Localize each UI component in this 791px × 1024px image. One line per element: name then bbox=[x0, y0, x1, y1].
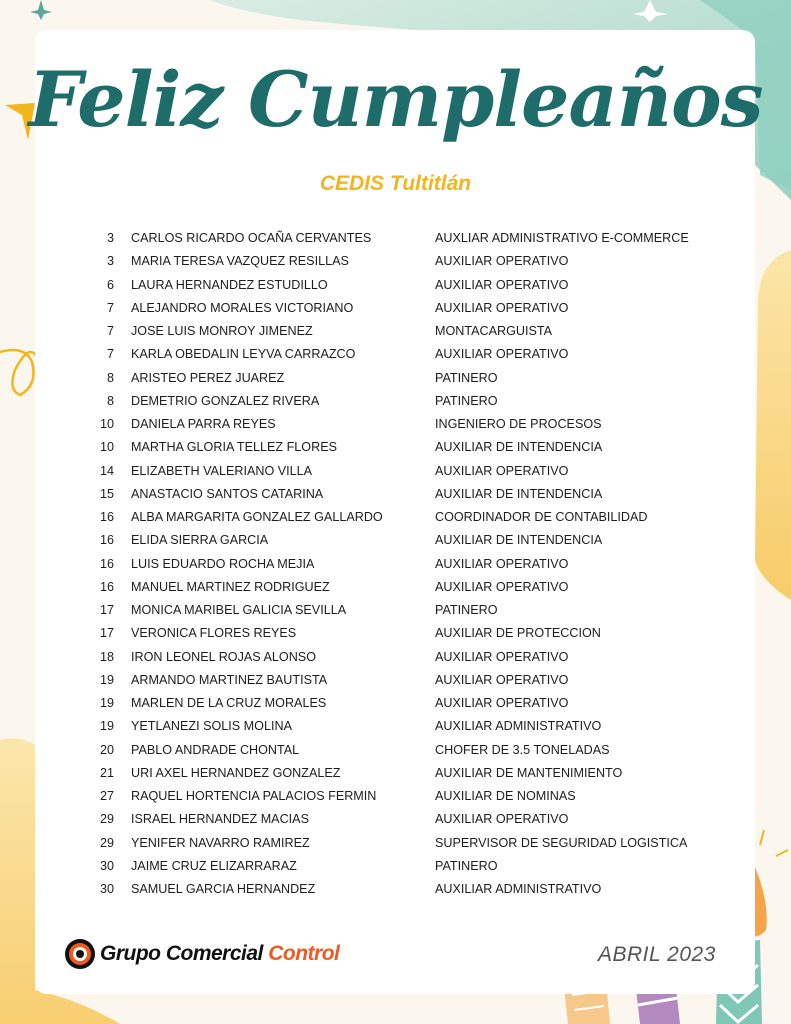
employee-name: IRON LEONEL ROJAS ALONSO bbox=[131, 649, 316, 664]
employee-role: PATINERO bbox=[435, 370, 498, 385]
employee-name: SAMUEL GARCIA HERNANDEZ bbox=[131, 882, 316, 896]
birthday-day: 10 bbox=[99, 440, 114, 455]
list-item bbox=[0, 298, 791, 318]
list-item bbox=[0, 809, 791, 829]
birthday-day: 10 bbox=[99, 417, 114, 431]
employee-role: AUXILIAR OPERATIVO bbox=[435, 277, 569, 292]
employee-name: YENIFER NAVARRO RAMIREZ bbox=[131, 835, 310, 850]
employee-name: MANUEL MARTINEZ RODRIGUEZ bbox=[131, 579, 330, 594]
employee-role: AUXILIAR OPERATIVO bbox=[435, 300, 569, 315]
employee-role: AUXILIAR OPERATIVO bbox=[435, 463, 569, 478]
birthday-day: 8 bbox=[106, 370, 114, 385]
logo-text bbox=[100, 942, 339, 966]
birthday-day: 21 bbox=[99, 765, 114, 780]
employee-role: AUXILIAR OPERATIVO bbox=[435, 254, 569, 269]
birthday-day: 16 bbox=[99, 556, 114, 571]
list-item bbox=[0, 693, 791, 713]
star-icon bbox=[30, 0, 52, 20]
employee-role: AUXILIAR OPERATIVO bbox=[435, 579, 569, 594]
birthday-day: 16 bbox=[99, 579, 114, 594]
birthday-day: 27 bbox=[99, 789, 114, 803]
list-item bbox=[0, 670, 791, 690]
birthday-day: 20 bbox=[99, 742, 114, 757]
employee-role: AUXILIAR DE INTENDENCIA bbox=[435, 486, 603, 501]
employee-name: ELIZABETH VALERIANO VILLA bbox=[131, 463, 313, 478]
list-item bbox=[0, 251, 791, 271]
list-item bbox=[0, 437, 791, 457]
birthday-day: 14 bbox=[99, 463, 114, 478]
employee-name: MONICA MARIBEL GALICIA SEVILLA bbox=[131, 603, 347, 617]
list-item bbox=[0, 344, 791, 364]
employee-name: DEMETRIO GONZALEZ RIVERA bbox=[131, 393, 320, 408]
birthday-day: 29 bbox=[99, 812, 114, 827]
list-item bbox=[0, 414, 791, 434]
list-item bbox=[0, 856, 791, 876]
list-item bbox=[0, 647, 791, 667]
birthday-day: 6 bbox=[106, 277, 114, 292]
employee-name: MARIA TERESA VAZQUEZ RESILLAS bbox=[131, 254, 349, 269]
employee-name: ALEJANDRO MORALES VICTORIANO bbox=[131, 300, 354, 315]
employee-name: JOSE LUIS MONROY JIMENEZ bbox=[131, 324, 313, 338]
employee-name: ISRAEL HERNANDEZ MACIAS bbox=[131, 812, 309, 827]
birthday-day: 19 bbox=[99, 696, 114, 710]
employee-name: KARLA OBEDALIN LEYVA CARRAZCO bbox=[131, 347, 356, 362]
employee-name: VERONICA FLORES REYES bbox=[131, 626, 297, 641]
employee-role: AUXILIAR OPERATIVO bbox=[435, 347, 569, 362]
employee-role: CHOFER DE 3.5 TONELADAS bbox=[435, 742, 610, 757]
list-item bbox=[0, 740, 791, 760]
employee-name: PABLO ANDRADE CHONTAL bbox=[131, 742, 300, 757]
list-item bbox=[0, 275, 791, 295]
employee-role: AUXILIAR OPERATIVO bbox=[435, 812, 569, 827]
list-item bbox=[0, 763, 791, 783]
birthday-day: 17 bbox=[99, 603, 114, 617]
employee-role: AUXILIAR OPERATIVO bbox=[435, 696, 569, 710]
employee-role: AUXILIAR ADMINISTRATIVO bbox=[435, 882, 602, 896]
birthday-day: 19 bbox=[99, 719, 114, 734]
employee-role: AUXILIAR ADMINISTRATIVO bbox=[435, 719, 602, 734]
employee-name: YETLANEZI SOLIS MOLINA bbox=[131, 719, 292, 734]
employee-role: AUXILIAR DE NOMINAS bbox=[435, 789, 576, 803]
birthday-day: 30 bbox=[99, 858, 114, 873]
birthday-day: 16 bbox=[99, 510, 114, 524]
employee-role: COORDINADOR DE CONTABILIDAD bbox=[435, 510, 648, 524]
employee-role: AUXILIAR OPERATIVO bbox=[435, 672, 569, 687]
employee-name: MARLEN DE LA CRUZ MORALES bbox=[131, 696, 327, 710]
birthday-day: 17 bbox=[99, 626, 114, 641]
employee-name: JAIME CRUZ ELIZARRARAZ bbox=[131, 858, 297, 873]
list-item bbox=[0, 530, 791, 550]
employee-name: ANASTACIO SANTOS CATARINA bbox=[131, 486, 324, 501]
list-item bbox=[0, 833, 791, 853]
employee-role: AUXILIAR DE PROTECCION bbox=[435, 626, 601, 641]
employee-name: RAQUEL HORTENCIA PALACIOS FERMIN bbox=[131, 789, 377, 803]
list-item bbox=[0, 623, 791, 643]
birthday-day: 30 bbox=[99, 882, 114, 896]
page-subtitle: CEDIS Tultitlán bbox=[319, 172, 472, 195]
company-logo bbox=[64, 937, 339, 971]
employee-name: LUIS EDUARDO ROCHA MEJIA bbox=[131, 556, 315, 571]
birthday-day: 3 bbox=[106, 231, 114, 245]
employee-name: LAURA HERNANDEZ ESTUDILLO bbox=[131, 277, 328, 292]
list-item bbox=[0, 600, 791, 620]
birthday-day: 7 bbox=[106, 347, 114, 362]
employee-name: URI AXEL HERNANDEZ GONZALEZ bbox=[131, 765, 341, 780]
list-item bbox=[0, 507, 791, 527]
employee-role: PATINERO bbox=[435, 858, 498, 873]
list-item bbox=[0, 484, 791, 504]
employee-role: PATINERO bbox=[435, 393, 498, 408]
employee-role: AUXILIAR DE MANTENIMIENTO bbox=[435, 765, 623, 780]
birthday-day: 7 bbox=[106, 300, 114, 315]
employee-role: SUPERVISOR DE SEGURIDAD LOGISTICA bbox=[435, 835, 688, 850]
employee-role: AUXILIAR OPERATIVO bbox=[435, 556, 569, 571]
birthday-day: 15 bbox=[99, 486, 114, 501]
birthday-day: 7 bbox=[106, 324, 114, 338]
list-item bbox=[0, 786, 791, 806]
birthday-day: 8 bbox=[106, 393, 114, 408]
employee-name: ALBA MARGARITA GONZALEZ GALLARDO bbox=[131, 510, 383, 524]
logo-accent: Control bbox=[268, 942, 340, 965]
list-item bbox=[0, 554, 791, 574]
list-item bbox=[0, 368, 791, 388]
list-item bbox=[0, 391, 791, 411]
birthday-day: 18 bbox=[99, 649, 114, 664]
employee-name: ELIDA SIERRA GARCIA bbox=[131, 533, 269, 548]
month-year-label: ABRIL 2023 bbox=[598, 943, 716, 966]
employee-name: ARMANDO MARTINEZ BAUTISTA bbox=[131, 672, 328, 687]
logo-brand: Grupo Comercial bbox=[100, 942, 263, 965]
employee-name: ARISTEO PEREZ JUAREZ bbox=[131, 370, 285, 385]
list-item bbox=[0, 228, 791, 248]
birthday-day: 16 bbox=[99, 533, 114, 548]
employee-role: PATINERO bbox=[435, 603, 498, 617]
employee-role: INGENIERO DE PROCESOS bbox=[435, 417, 602, 431]
employee-name: CARLOS RICARDO OCAÑA CERVANTES bbox=[131, 231, 372, 245]
list-item bbox=[0, 321, 791, 341]
employee-role: AUXLIAR ADMINISTRATIVO E-COMMERCE bbox=[435, 231, 689, 245]
employee-role: AUXILIAR OPERATIVO bbox=[435, 649, 569, 664]
employee-role: AUXILIAR DE INTENDENCIA bbox=[435, 533, 603, 548]
list-item bbox=[0, 577, 791, 597]
birthday-day: 29 bbox=[99, 835, 114, 850]
employee-name: MARTHA GLORIA TELLEZ FLORES bbox=[131, 440, 337, 455]
birthday-day: 19 bbox=[99, 672, 114, 687]
employee-role: AUXILIAR DE INTENDENCIA bbox=[435, 440, 603, 455]
list-item bbox=[0, 461, 791, 481]
list-item bbox=[0, 716, 791, 736]
employee-name: DANIELA PARRA REYES bbox=[131, 417, 276, 431]
birthday-day: 3 bbox=[106, 254, 114, 269]
page-title: Feliz Cumpleaños bbox=[28, 55, 763, 144]
list-item bbox=[0, 879, 791, 899]
employee-role: MONTACARGUISTA bbox=[435, 324, 553, 338]
logo-target-icon bbox=[64, 938, 96, 970]
